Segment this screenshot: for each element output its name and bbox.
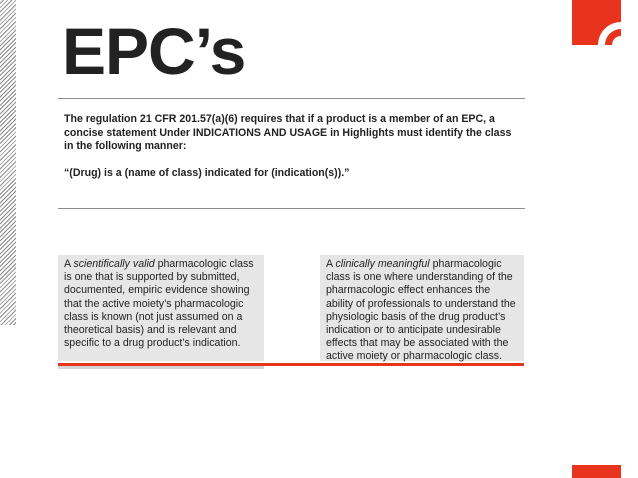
regulation-intro	[64, 113, 514, 180]
definition-lead: A	[326, 258, 336, 270]
top-divider	[58, 98, 525, 99]
definition-term: scientifically valid	[73, 258, 155, 270]
clinically-meaningful-definition	[320, 255, 524, 361]
decorative-hatch-strip	[0, 0, 16, 325]
corner-accent-block	[572, 465, 621, 478]
definition-text	[326, 258, 518, 364]
definition-body: pharmacologic class is one where understanding of the pharmacologic effect enhances the ability of professionals to understand the physiologic basis of the drug product’s indication or to anticipate undesirable effects that may be associated with the active moiety or pharmacologic class.	[326, 258, 516, 363]
required-statement: “(Drug) is a (name of class) indicated for (indication(s)).”	[64, 166, 350, 179]
definition-text	[64, 258, 258, 350]
box-shadow-strip	[58, 366, 264, 369]
middle-divider	[58, 208, 525, 209]
page-title: EPC’s	[62, 14, 246, 88]
scientifically-valid-definition	[58, 255, 264, 361]
logo-icon	[572, 0, 621, 45]
definition-lead: A	[64, 258, 74, 270]
definition-body: pharmacologic class is one that is supported by submitted, documented, empiric evidence showing that the active moiety’s pharmacologic class is known (not just assumed on a theoretical basis) and is relevant and specific to a drug product’s indication.	[64, 258, 254, 350]
definition-term: clinically meaningful	[335, 258, 430, 270]
regulation-text: The regulation 21 CFR 201.57(a)(6) requires that if a product is a member of an EPC, a concise statement Under INDICATIONS AND USAGE in Highlights must identify the class in the following manner:	[64, 113, 512, 153]
